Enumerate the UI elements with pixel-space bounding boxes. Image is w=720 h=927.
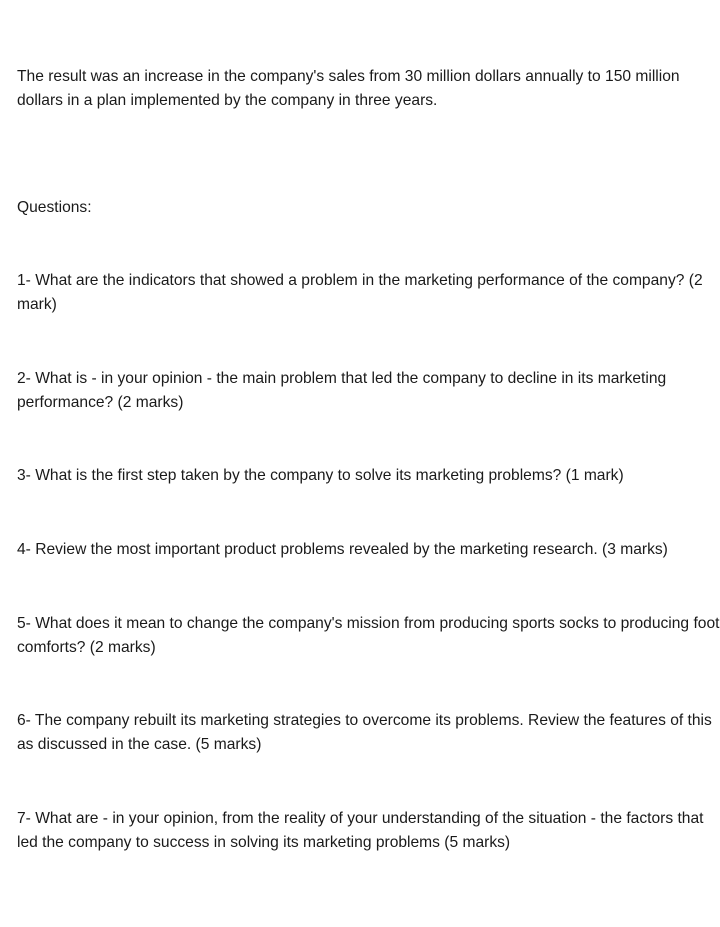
question-5: 5- What does it mean to change the company's mission from producing sports socks to producing foot comforts? (2 marks) [17,615,720,656]
intro-paragraph: The result was an increase in the company's sales from 30 million dollars annually to 150 million dollars in a plan implemented by the company in three years. [17,68,680,109]
question-1: 1- What are the indicators that showed a problem in the marketing performance of the company? (2 mark) [17,272,703,313]
question-3: 3- What is the first step taken by the company to solve its marketing problems? (1 mark) [17,467,624,484]
question-6: 6- The company rebuilt its marketing strategies to overcome its problems. Review the features of this as discussed in the case. (5 marks) [17,712,712,753]
questions-heading: Questions: [17,199,92,216]
question-7: 7- What are - in your opinion, from the reality of your understanding of the situation - the factors that led the company to success in solving its marketing problems (5 marks) [17,810,704,851]
question-2: 2- What is - in your opinion - the main problem that led the company to decline in its marketing performance? (2 marks) [17,370,667,411]
question-4: 4- Review the most important product problems revealed by the marketing research. (3 marks) [17,541,668,558]
